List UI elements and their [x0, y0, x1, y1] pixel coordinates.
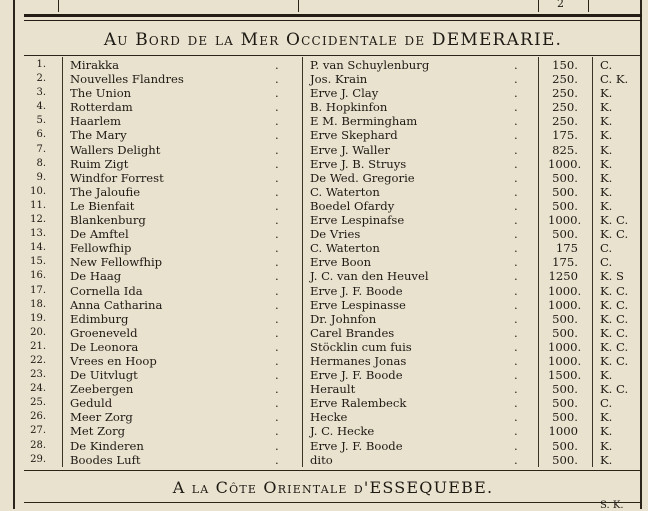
plantation-name: The Jaloufie — [70, 184, 141, 199]
double-rule-thick — [24, 14, 642, 17]
leader-dot: . — [514, 128, 518, 143]
leader-dot: . — [514, 114, 518, 129]
leader-dot: . — [275, 156, 279, 171]
acreage: 1000. — [548, 353, 582, 368]
owner-name: B. Hopkinfon — [310, 100, 388, 115]
leader-dot: . — [275, 241, 279, 256]
owner-name: Hermanes Jonas — [310, 353, 407, 368]
plantation-name: Mirakka — [70, 58, 119, 72]
acreage: 1500. — [548, 368, 582, 383]
owner-name: Boedel Ofardy — [310, 198, 395, 213]
crop-type: K. — [600, 86, 613, 101]
owner-name: Carel Brandes — [310, 325, 395, 340]
leader-dot: . — [275, 198, 279, 213]
plantation-name: De Amftel — [70, 227, 129, 242]
column-divider — [58, 0, 59, 12]
leader-dot: . — [514, 283, 518, 298]
leader-dot: . — [514, 325, 518, 340]
table-row — [0, 72, 648, 86]
row-number: 19. — [30, 312, 46, 324]
table-row — [0, 86, 648, 100]
owner-name: Hecke — [310, 410, 348, 425]
crop-type: C. — [600, 58, 613, 72]
row-number: 13. — [30, 228, 46, 240]
row-number: 10. — [30, 185, 46, 197]
section-heading-essequebe: A la Côte Orientale d'ESSEQUEBE. — [172, 478, 494, 497]
table-row — [0, 114, 648, 128]
crop-type: K. — [600, 198, 613, 213]
table-row — [0, 284, 648, 298]
leader-dot: . — [275, 170, 279, 185]
table-row — [0, 298, 648, 312]
crop-type: K. S — [600, 269, 624, 284]
acreage: 500. — [552, 170, 578, 185]
table-row — [0, 410, 648, 424]
plantation-name: New Fellowfhip — [70, 255, 163, 270]
leader-dot: . — [514, 311, 518, 326]
leader-dot: . — [514, 58, 518, 72]
plantation-name: The Mary — [70, 128, 127, 143]
leader-dot: . — [275, 297, 279, 312]
owner-name: Erve J. F. Boode — [310, 438, 403, 453]
row-number: 1. — [36, 59, 46, 70]
row-number: 29. — [30, 453, 46, 465]
owner-name: dito — [310, 452, 333, 467]
plantation-name: De Haag — [70, 269, 122, 284]
leader-dot: . — [514, 227, 518, 242]
row-number: 11. — [30, 199, 46, 211]
table-row — [0, 128, 648, 142]
acreage: 250. — [552, 114, 578, 129]
table-row — [0, 424, 648, 438]
owner-name: Erve Lespinasse — [310, 297, 406, 312]
plantation-name: De Uitvlugt — [70, 368, 138, 383]
next-table-top-rule — [24, 502, 642, 503]
leader-dot: . — [514, 241, 518, 256]
table-row — [0, 396, 648, 410]
table-row — [0, 255, 648, 269]
table-row — [0, 199, 648, 213]
crop-type: C. — [600, 396, 613, 411]
section-heading-demerarie: Au Bord de la Mer Occidentale de DEMERARIE. — [103, 30, 563, 50]
crop-type: K. C. — [600, 297, 629, 312]
row-number: 27. — [30, 425, 46, 437]
acreage: 250. — [552, 100, 578, 115]
leader-dot: . — [275, 410, 279, 425]
crop-type: C. — [600, 255, 613, 270]
leader-dot: . — [514, 269, 518, 284]
table-row — [0, 326, 648, 340]
plantation-name: Le Bienfait — [70, 198, 135, 213]
table-row — [0, 439, 648, 453]
row-number: 24. — [30, 383, 46, 395]
acreage: 1000. — [548, 297, 582, 312]
plantation-name: Anna Catharina — [70, 297, 163, 312]
table-row — [0, 157, 648, 171]
owner-name: C. Waterton — [310, 241, 380, 256]
top-mark: 2 — [557, 0, 564, 10]
crop-type: K. — [600, 170, 613, 185]
leader-dot: . — [514, 170, 518, 185]
owner-name: Erve Skephard — [310, 128, 398, 143]
acreage: 175. — [552, 128, 578, 143]
owner-name: Herault — [310, 382, 356, 397]
row-number: 8. — [36, 157, 46, 169]
crop-type: K. — [600, 142, 613, 157]
owner-name: Erve J. Clay — [310, 86, 379, 101]
acreage: 500. — [552, 184, 578, 199]
crop-type: K. C. — [600, 311, 629, 326]
row-number: 20. — [30, 326, 46, 338]
row-number: 18. — [30, 298, 46, 310]
row-number: 12. — [30, 214, 46, 226]
crop-type: K. — [600, 452, 613, 467]
owner-name: Erve Lespinafse — [310, 213, 405, 228]
acreage: 250. — [552, 86, 578, 101]
column-divider — [588, 0, 589, 12]
crop-type: K. C. — [600, 213, 629, 228]
leader-dot: . — [275, 382, 279, 397]
owner-name: Jos. Krain — [310, 72, 368, 87]
row-number: 16. — [30, 270, 46, 282]
leader-dot: . — [275, 269, 279, 284]
plantation-name: Groeneveld — [70, 325, 138, 340]
plantation-name: Fellowfhip — [70, 241, 132, 256]
row-number: 22. — [30, 354, 46, 366]
row-number: 21. — [30, 340, 46, 352]
row-number: 26. — [30, 411, 46, 423]
leader-dot: . — [514, 184, 518, 199]
leader-dot: . — [275, 58, 279, 72]
row-number: 7. — [36, 143, 46, 155]
crop-type: C. K. — [600, 72, 629, 87]
leader-dot: . — [275, 227, 279, 242]
plantation-name: Edimburg — [70, 311, 129, 326]
plantation-name: Wallers Delight — [70, 142, 161, 157]
owner-name: Erve Boon — [310, 255, 372, 270]
owner-name: Dr. Johnfon — [310, 311, 377, 326]
table-row — [0, 368, 648, 382]
acreage: 150. — [552, 58, 578, 72]
leader-dot: . — [275, 114, 279, 129]
acreage: 1000. — [548, 283, 582, 298]
leader-dot: . — [514, 438, 518, 453]
row-number: 3. — [36, 87, 46, 99]
acreage: 1000. — [548, 213, 582, 228]
acreage: 500. — [552, 396, 578, 411]
leader-dot: . — [275, 86, 279, 101]
leader-dot: . — [275, 438, 279, 453]
owner-name: C. Waterton — [310, 184, 380, 199]
leader-dot: . — [275, 100, 279, 115]
crop-type: K. — [600, 156, 613, 171]
table-row — [0, 269, 648, 283]
crop-type: K. C. — [600, 227, 629, 242]
section-end-rule — [24, 470, 642, 471]
leader-dot: . — [514, 396, 518, 411]
row-number: 4. — [36, 101, 46, 113]
acreage: 500. — [552, 325, 578, 340]
column-divider — [298, 0, 299, 12]
leader-dot: . — [275, 255, 279, 270]
leader-dot: . — [514, 339, 518, 354]
leader-dot: . — [514, 382, 518, 397]
crop-type: K. — [600, 114, 613, 129]
leader-dot: . — [275, 396, 279, 411]
plantation-list — [0, 58, 648, 467]
crop-type: C. — [600, 241, 613, 256]
crop-type: K. — [600, 424, 613, 439]
acreage: 500. — [552, 198, 578, 213]
acreage: 825. — [552, 142, 578, 157]
leader-dot: . — [514, 72, 518, 87]
table-row — [0, 143, 648, 157]
row-number: 9. — [36, 171, 46, 183]
row-number: 2. — [36, 73, 46, 85]
plantation-name: Vrees en Hoop — [70, 353, 157, 368]
leader-dot: . — [275, 452, 279, 467]
plantation-name: Cornella Ida — [70, 283, 143, 298]
leader-dot: . — [514, 100, 518, 115]
table-row — [0, 312, 648, 326]
acreage: 500. — [552, 382, 578, 397]
crop-type: K. — [600, 438, 613, 453]
owner-name: De Wed. Gregorie — [310, 170, 415, 185]
plantation-name: Met Zorg — [70, 424, 126, 439]
plantation-name: Geduld — [70, 396, 113, 411]
column-divider — [538, 0, 539, 12]
acreage: 1000. — [548, 156, 582, 171]
leader-dot: . — [514, 142, 518, 157]
owner-name: Erve J. F. Boode — [310, 283, 403, 298]
acreage: 500. — [552, 452, 578, 467]
leader-dot: . — [275, 368, 279, 383]
leader-dot: . — [275, 311, 279, 326]
acreage: 250. — [552, 72, 578, 87]
table-row — [0, 354, 648, 368]
crop-type: K. — [600, 128, 613, 143]
row-number: 5. — [36, 115, 46, 127]
owner-name: J. C. Hecke — [310, 424, 375, 439]
row-number: 25. — [30, 397, 46, 409]
plantation-name: Boodes Luft — [70, 452, 141, 467]
previous-table-fragment — [0, 0, 648, 12]
leader-dot: . — [514, 410, 518, 425]
plantation-name: The Union — [70, 86, 132, 101]
acreage: 175 — [555, 241, 578, 256]
leader-dot: . — [275, 339, 279, 354]
owner-name: J. C. van den Heuvel — [310, 269, 429, 284]
owner-name: Erve Ralembeck — [310, 396, 407, 411]
row-number: 14. — [30, 242, 46, 254]
crop-type: K. — [600, 100, 613, 115]
leader-dot: . — [514, 368, 518, 383]
row-number: 6. — [36, 129, 46, 141]
leader-dot: . — [275, 424, 279, 439]
leader-dot: . — [514, 255, 518, 270]
plantation-name: Zeebergen — [70, 382, 134, 397]
leader-dot: . — [514, 156, 518, 171]
acreage: 1250 — [548, 269, 578, 284]
table-row — [0, 227, 648, 241]
table-row — [0, 340, 648, 354]
leader-dot: . — [514, 424, 518, 439]
table-row — [0, 213, 648, 227]
leader-dot: . — [275, 353, 279, 368]
plantation-name: Nouvelles Flandres — [70, 72, 184, 87]
owner-name: Stöcklin cum fuis — [310, 339, 412, 354]
leader-dot: . — [275, 142, 279, 157]
leader-dot: . — [275, 283, 279, 298]
acreage: 500. — [552, 311, 578, 326]
crop-type: K. C. — [600, 353, 629, 368]
leader-dot: . — [275, 128, 279, 143]
table-row — [0, 100, 648, 114]
crop-type: K. C. — [600, 283, 629, 298]
leader-dot: . — [514, 86, 518, 101]
crop-type: K. — [600, 410, 613, 425]
table-row — [0, 58, 648, 72]
plantation-name: De Leonora — [70, 339, 139, 354]
plantation-name: Ruim Zigt — [70, 156, 129, 171]
next-table-fragment: S. K. — [600, 500, 624, 511]
leader-dot: . — [514, 452, 518, 467]
acreage: 500. — [552, 438, 578, 453]
leader-dot: . — [275, 72, 279, 87]
leader-dot: . — [514, 213, 518, 228]
acreage: 500. — [552, 227, 578, 242]
leader-dot: . — [514, 297, 518, 312]
acreage: 1000 — [548, 424, 578, 439]
leader-dot: . — [514, 353, 518, 368]
plantation-name: Blankenburg — [70, 213, 146, 228]
owner-name: P. van Schuylenburg — [310, 58, 430, 72]
table-row — [0, 171, 648, 185]
leader-dot: . — [275, 213, 279, 228]
table-row — [0, 382, 648, 396]
acreage: 175. — [552, 255, 578, 270]
row-number: 23. — [30, 369, 46, 381]
crop-type: K. C. — [600, 339, 629, 354]
table-row — [0, 453, 648, 467]
double-rule-thin — [24, 20, 642, 21]
plantation-name: De Kinderen — [70, 438, 144, 453]
crop-type: K. C. — [600, 325, 629, 340]
leader-dot: . — [514, 198, 518, 213]
owner-name: Erve J. F. Boode — [310, 368, 403, 383]
crop-type: K. — [600, 184, 613, 199]
plantation-name: Windfor Forrest — [70, 170, 164, 185]
table-row — [0, 241, 648, 255]
table-row — [0, 185, 648, 199]
acreage: 500. — [552, 410, 578, 425]
heading-rule — [24, 55, 642, 56]
owner-name: E M. Bermingham — [310, 114, 418, 129]
crop-type: K. — [600, 368, 613, 383]
owner-name: De Vries — [310, 227, 361, 242]
plantation-name: Rotterdam — [70, 100, 133, 115]
crop-type: K. C. — [600, 382, 629, 397]
plantation-name: Meer Zorg — [70, 410, 133, 425]
row-number: 15. — [30, 256, 46, 268]
row-number: 28. — [30, 439, 46, 451]
leader-dot: . — [275, 325, 279, 340]
owner-name: Erve J. B. Struys — [310, 156, 407, 171]
acreage: 1000. — [548, 339, 582, 354]
leader-dot: . — [275, 184, 279, 199]
plantation-name: Haarlem — [70, 114, 122, 129]
owner-name: Erve J. Waller — [310, 142, 390, 157]
row-number: 17. — [30, 284, 46, 296]
